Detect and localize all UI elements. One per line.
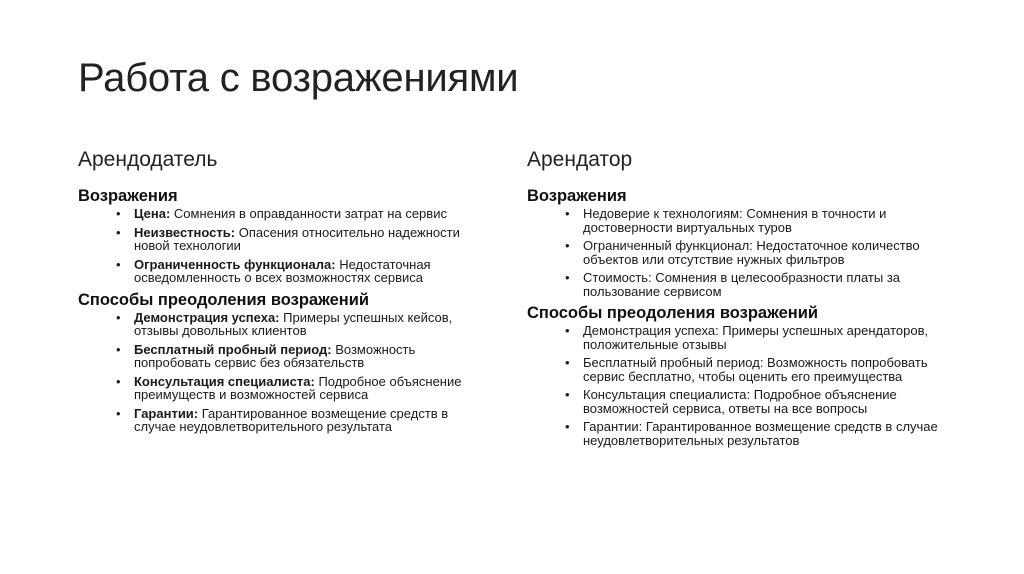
- list-item: • Бесплатный пробный период: Возможность попробовать сервис бесплатно, чтобы оценить его преимущества: [565, 355, 928, 384]
- bullet-icon: •: [565, 206, 570, 221]
- bullet-icon: •: [565, 238, 570, 253]
- bullet-icon: •: [116, 373, 121, 389]
- landlord-column: [78, 148, 478, 439]
- list-item: • Консультация специалиста: Подробное объяснение преимуществ и возможностей сервиса: [116, 373, 462, 402]
- tenant-column: [527, 148, 947, 452]
- bullet-icon: •: [565, 323, 570, 338]
- bullet-icon: •: [565, 419, 570, 434]
- landlord-methods-list: [78, 311, 478, 434]
- bullet-icon: •: [116, 256, 121, 272]
- list-item: • Ограниченность функционала: Недостаточная осведомленность о всех возможностях сервиса: [116, 256, 431, 285]
- list-item: • Консультация специалиста: Подробное объяснение возможностей сервиса, ответы на все вопросы: [565, 387, 897, 416]
- list-item: • Гарантии: Гарантированное возмещение средств в случае неудовлетворительного результата: [116, 405, 449, 434]
- landlord-methods-heading: Способы преодоления возражений: [78, 290, 370, 309]
- list-item: • Цена: Сомнения в оправданности затрат на сервис: [116, 206, 447, 221]
- bullet-icon: •: [116, 206, 121, 221]
- bullet-icon: •: [116, 224, 121, 240]
- bullet-icon: •: [116, 341, 121, 357]
- tenant-methods-heading: Способы преодоления возражений: [527, 304, 819, 322]
- bullet-icon: •: [565, 355, 570, 370]
- bullet-icon: •: [565, 387, 570, 402]
- tenant-objections-heading: Возражения: [527, 187, 627, 205]
- landlord-objections-heading: Возражения: [78, 187, 178, 205]
- tenant-heading: Арендатор: [527, 148, 633, 171]
- list-item: • Бесплатный пробный период: Возможность попробовать сервис без обязательств: [116, 341, 416, 370]
- list-item: • Ограниченный функционал: Недостаточное количество объектов или отсутствие нужных фильтров: [565, 238, 920, 267]
- bullet-icon: •: [116, 309, 121, 325]
- list-item: • Стоимость: Сомнения в целесообразности платы за пользование сервисом: [565, 270, 901, 299]
- bullet-icon: •: [116, 405, 121, 421]
- list-item: • Неизвестность: Опасения относительно надежности новой технологии: [116, 224, 460, 253]
- list-item: • Демонстрация успеха: Примеры успешных кейсов, отзывы довольных клиентов: [116, 309, 453, 338]
- list-item: • Гарантии: Гарантированное возмещение средств в случае неудовлетворительных результатов: [565, 419, 938, 448]
- list-item: • Демонстрация успеха: Примеры успешных арендаторов, положительные отзывы: [565, 323, 929, 352]
- landlord-heading: Арендодатель: [78, 148, 218, 171]
- tenant-methods-list: [527, 324, 947, 447]
- bullet-icon: •: [565, 270, 570, 285]
- landlord-objections-list: [78, 207, 478, 285]
- tenant-objections-list: [527, 207, 947, 298]
- slide-title: Работа с возражениями: [78, 56, 519, 100]
- list-item: • Недоверие к технологиям: Сомнения в точности и достоверности виртуальных туров: [565, 206, 887, 235]
